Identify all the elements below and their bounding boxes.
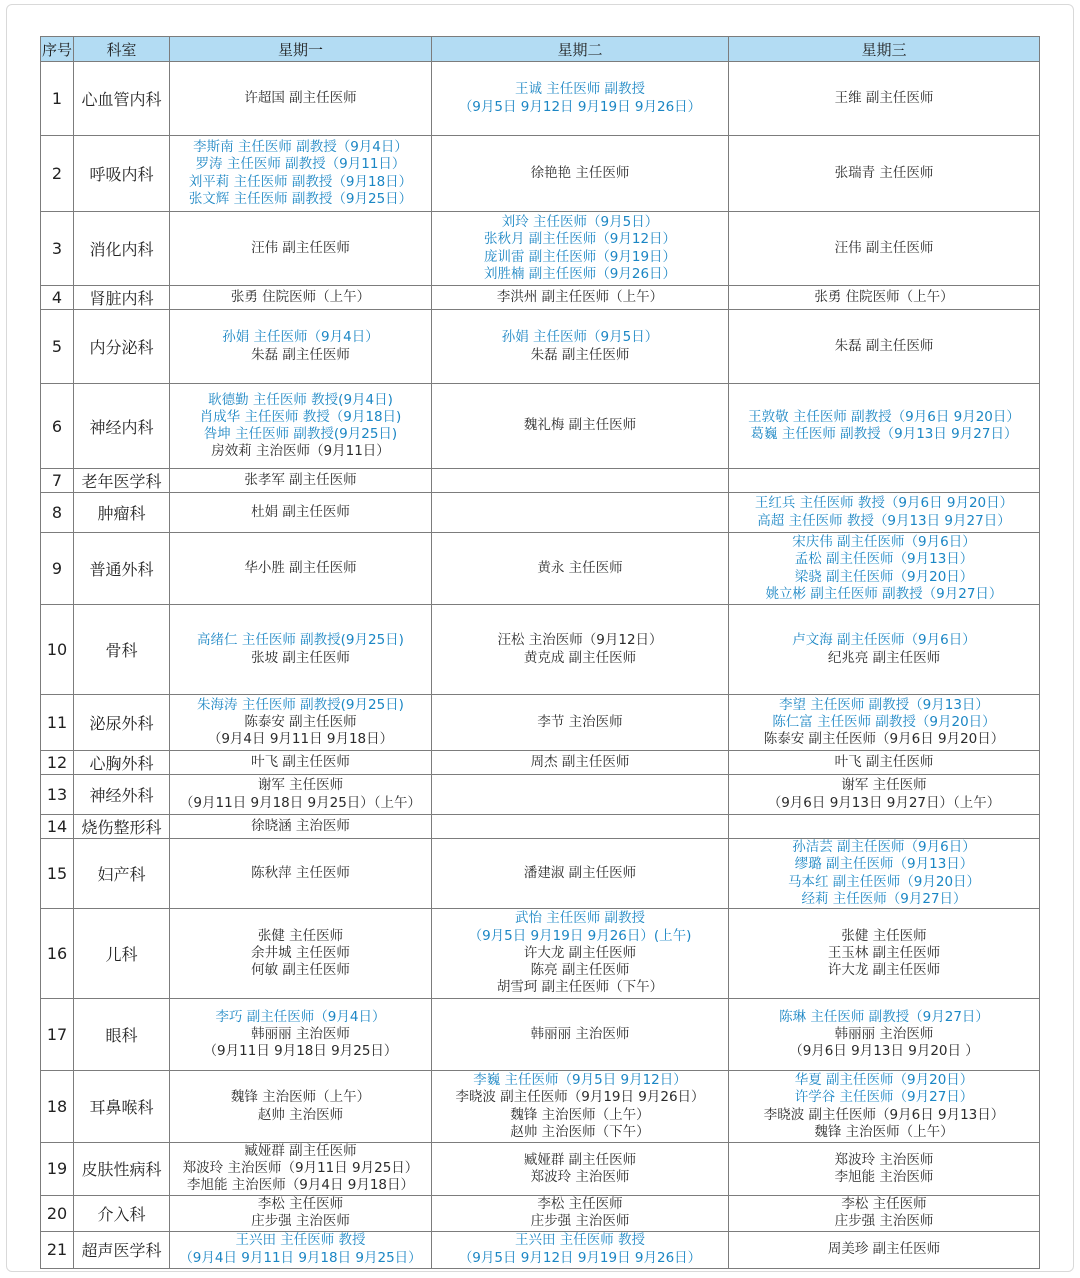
department-name: 肾脏内科 bbox=[74, 286, 170, 310]
tuesday-cell bbox=[432, 469, 729, 493]
department-name: 老年医学科 bbox=[74, 469, 170, 493]
row-number: 2 bbox=[41, 136, 74, 212]
row-number: 21 bbox=[41, 1231, 74, 1268]
monday-cell bbox=[170, 839, 432, 909]
doctor-line: 汪伟 副主任医师 bbox=[834, 239, 934, 256]
department-name: 烧伤整形科 bbox=[74, 815, 170, 839]
monday-cell bbox=[170, 1143, 432, 1196]
doctor-line: 王敦敬 主任医师 副教授（9月6日 9月20日） bbox=[748, 408, 1020, 425]
department-name: 介入科 bbox=[74, 1195, 170, 1231]
doctor-line: 魏锋 主治医师（上午） bbox=[230, 1089, 371, 1106]
department-name: 超声医学科 bbox=[74, 1231, 170, 1268]
doctor-line: 李巍 主任医师（9月5日 9月12日） bbox=[473, 1072, 687, 1089]
doctor-line: 李松 主任医师 bbox=[537, 1195, 623, 1212]
doctor-line: 许学谷 主任医师（9月27日） bbox=[794, 1089, 974, 1106]
monday-cell bbox=[170, 815, 432, 839]
department-name: 神经内科 bbox=[74, 384, 170, 469]
department-name: 泌尿外科 bbox=[74, 695, 170, 751]
doctor-line: 缪璐 副主任医师（9月13日） bbox=[794, 856, 974, 873]
table-row bbox=[41, 469, 1040, 493]
row-number: 6 bbox=[41, 384, 74, 469]
table-row bbox=[41, 136, 1040, 212]
doctor-line: 朱磊 副主任医师 bbox=[834, 337, 934, 354]
tuesday-cell bbox=[432, 751, 729, 775]
department-name: 神经外科 bbox=[74, 775, 170, 815]
table-row bbox=[41, 1231, 1040, 1268]
table-row bbox=[41, 286, 1040, 310]
wednesday-cell bbox=[729, 751, 1040, 775]
tuesday-cell bbox=[432, 493, 729, 533]
doctor-line: 李松 主任医师 bbox=[257, 1195, 344, 1212]
tuesday-cell bbox=[432, 775, 729, 815]
doctor-line: 黄克成 副主任医师 bbox=[523, 649, 637, 666]
doctor-line: 华夏 副主任医师（9月20日） bbox=[794, 1072, 974, 1089]
doctor-line: （9月6日 9月13日 9月20日 ） bbox=[789, 1043, 979, 1060]
doctor-line: 周美珍 副主任医师 bbox=[827, 1241, 941, 1257]
doctor-line: 姚立彬 副主任医师 副教授（9月27日） bbox=[765, 585, 1003, 602]
table-row bbox=[41, 212, 1040, 286]
row-number: 7 bbox=[41, 469, 74, 493]
tuesday-cell bbox=[432, 1231, 729, 1268]
doctor-line: 陈泰安 副主任医师 bbox=[244, 713, 357, 730]
department-name: 消化内科 bbox=[74, 212, 170, 286]
table-body bbox=[41, 62, 1040, 1269]
row-number: 16 bbox=[41, 909, 74, 999]
doctor-line: 庄步强 主治医师 bbox=[251, 1213, 350, 1230]
wednesday-cell bbox=[729, 212, 1040, 286]
doctor-line: 陈仁富 主任医师 副教授（9月20日） bbox=[772, 713, 996, 730]
doctor-line: 王诚 主任医师 副教授 bbox=[514, 81, 646, 98]
tuesday-cell bbox=[432, 839, 729, 909]
tuesday-cell bbox=[432, 909, 729, 999]
doctor-line: 王维 副主任医师 bbox=[834, 89, 934, 106]
table-row bbox=[41, 310, 1040, 384]
row-number: 8 bbox=[41, 493, 74, 533]
wednesday-cell bbox=[729, 469, 1040, 493]
row-number: 1 bbox=[41, 62, 74, 136]
doctor-line: 纪兆亮 副主任医师 bbox=[827, 649, 941, 666]
doctor-line: 刘平莉 主任医师 副教授（9月18日） bbox=[188, 173, 413, 190]
table-row bbox=[41, 775, 1040, 815]
monday-cell bbox=[170, 695, 432, 751]
table-row bbox=[41, 815, 1040, 839]
doctor-line: 郑波玲 主治医师 bbox=[530, 1168, 630, 1185]
doctor-line: （9月4日 9月11日 9月18日 9月25日） bbox=[179, 1249, 422, 1266]
doctor-line: 郑波玲 主治医师（9月11日 9月25日） bbox=[182, 1160, 419, 1177]
doctor-line: 陈琳 主任医师 副教授（9月27日） bbox=[779, 1008, 989, 1025]
doctor-line: 王红兵 主任医师 教授（9月6日 9月20日） bbox=[754, 495, 1014, 512]
table-row bbox=[41, 493, 1040, 533]
doctor-line: 臧娅群 副主任医师 bbox=[244, 1143, 357, 1159]
doctor-line: 韩丽丽 主治医师 bbox=[251, 1025, 350, 1042]
doctor-line: 咎坤 主任医师 副教授(9月25日) bbox=[203, 426, 398, 442]
monday-cell bbox=[170, 384, 432, 469]
doctor-line: 王兴田 主任医师 教授 bbox=[514, 1232, 646, 1249]
doctor-line: 刘胜楠 副主任医师（9月26日） bbox=[483, 265, 677, 282]
header-wednesday: 星期三 bbox=[729, 37, 1040, 62]
department-name: 妇产科 bbox=[74, 839, 170, 909]
table-header-row bbox=[41, 37, 1040, 62]
department-name: 耳鼻喉科 bbox=[74, 1071, 170, 1143]
wednesday-cell bbox=[729, 1071, 1040, 1143]
department-name: 普通外科 bbox=[74, 533, 170, 605]
header-dept: 科室 bbox=[74, 37, 170, 62]
wednesday-cell bbox=[729, 286, 1040, 310]
row-number: 12 bbox=[41, 751, 74, 775]
doctor-line: 张孝军 副主任医师 bbox=[244, 471, 357, 488]
table-row bbox=[41, 533, 1040, 605]
doctor-line: 耿德勤 主任医师 教授(9月4日) bbox=[208, 391, 393, 408]
monday-cell bbox=[170, 62, 432, 136]
table-row bbox=[41, 384, 1040, 469]
doctor-line: 梁骁 副主任医师（9月20日） bbox=[794, 568, 974, 585]
wednesday-cell bbox=[729, 839, 1040, 909]
doctor-line: 孟松 副主任医师（9月13日） bbox=[794, 551, 974, 568]
monday-cell bbox=[170, 1195, 432, 1231]
monday-cell bbox=[170, 286, 432, 310]
row-number: 13 bbox=[41, 775, 74, 815]
doctor-line: 韩丽丽 主治医师 bbox=[530, 1025, 630, 1042]
table-row bbox=[41, 751, 1040, 775]
doctor-line: 魏锋 主治医师（上午） bbox=[814, 1123, 954, 1140]
doctor-line: 张健 主任医师 bbox=[257, 927, 344, 944]
monday-cell bbox=[170, 469, 432, 493]
doctor-line: 魏礼梅 副主任医师 bbox=[523, 417, 637, 434]
monday-cell bbox=[170, 212, 432, 286]
monday-cell bbox=[170, 493, 432, 533]
doctor-line: 李旭能 主治医师（9月4日 9月18日） bbox=[186, 1177, 415, 1194]
wednesday-cell bbox=[729, 815, 1040, 839]
doctor-line: 朱磊 副主任医师 bbox=[251, 346, 350, 363]
schedule-table bbox=[40, 36, 1040, 1269]
row-number: 10 bbox=[41, 605, 74, 695]
doctor-line: 徐艳艳 主任医师 bbox=[530, 164, 630, 181]
monday-cell bbox=[170, 1231, 432, 1268]
tuesday-cell bbox=[432, 605, 729, 695]
doctor-line: 武怡 主任医师 副教授 bbox=[514, 910, 646, 927]
tuesday-cell bbox=[432, 310, 729, 384]
monday-cell bbox=[170, 533, 432, 605]
doctor-line: 郑波玲 主治医师 bbox=[834, 1151, 934, 1168]
department-name: 儿科 bbox=[74, 909, 170, 999]
doctor-line: 徐晓涵 主治医师 bbox=[251, 817, 350, 834]
doctor-line: 张秋月 副主任医师（9月12日） bbox=[483, 231, 677, 248]
doctor-line: 庞训雷 副主任医师（9月19日） bbox=[483, 248, 677, 265]
row-number: 20 bbox=[41, 1195, 74, 1231]
row-number: 4 bbox=[41, 286, 74, 310]
doctor-line: 黄永 主任医师 bbox=[537, 559, 623, 576]
table-row bbox=[41, 1071, 1040, 1143]
doctor-line: 谢军 主任医师 bbox=[841, 777, 927, 794]
doctor-line: （9月5日 9月12日 9月19日 9月26日） bbox=[458, 1249, 702, 1266]
doctor-line: 汪松 主治医师（9月12日） bbox=[497, 632, 663, 649]
doctor-line: 赵帅 主治医师（下午） bbox=[510, 1123, 650, 1140]
doctor-line: 葛巍 主任医师 副教授（9月13日 9月27日） bbox=[750, 426, 1018, 442]
tuesday-cell bbox=[432, 1143, 729, 1196]
doctor-line: 胡雪珂 副主任医师（下午） bbox=[496, 979, 664, 996]
doctor-line: 赵帅 主治医师 bbox=[257, 1106, 344, 1123]
doctor-line: 马本红 副主任医师（9月20日） bbox=[787, 873, 981, 890]
doctor-line: 余井城 主任医师 bbox=[251, 944, 350, 961]
doctor-line: 庄步强 主治医师 bbox=[834, 1213, 934, 1230]
wednesday-cell bbox=[729, 1143, 1040, 1196]
row-number: 19 bbox=[41, 1143, 74, 1196]
department-name: 心胸外科 bbox=[74, 751, 170, 775]
row-number: 15 bbox=[41, 839, 74, 909]
doctor-line: 李旭能 主治医师 bbox=[834, 1168, 934, 1185]
monday-cell bbox=[170, 310, 432, 384]
doctor-line: 卢文海 副主任医师（9月6日） bbox=[792, 632, 976, 649]
table-row bbox=[41, 605, 1040, 695]
doctor-line: 经莉 主任医师（9月27日） bbox=[801, 890, 967, 907]
header-no: 序号 bbox=[41, 37, 74, 62]
doctor-line: 孙娟 主任医师（9月4日） bbox=[222, 329, 379, 346]
doctor-line: （9月5日 9月19日 9月26日）(上午) bbox=[468, 927, 692, 944]
doctor-line: 韩丽丽 主治医师 bbox=[834, 1025, 934, 1042]
doctor-line: 潘建淑 副主任医师 bbox=[523, 864, 637, 881]
doctor-line: 许超国 副主任医师 bbox=[244, 89, 357, 106]
table-row bbox=[41, 999, 1040, 1071]
monday-cell bbox=[170, 775, 432, 815]
department-name: 内分泌科 bbox=[74, 310, 170, 384]
wednesday-cell bbox=[729, 384, 1040, 469]
doctor-line: （9月11日 9月18日 9月25日）（上午） bbox=[179, 794, 422, 811]
wednesday-cell bbox=[729, 62, 1040, 136]
doctor-line: 李巧 副主任医师（9月4日） bbox=[215, 1008, 386, 1025]
table-row bbox=[41, 839, 1040, 909]
doctor-line: 肖成华 主任医师 教授（9月18日) bbox=[199, 408, 402, 425]
row-number: 3 bbox=[41, 212, 74, 286]
doctor-line: 华小胜 副主任医师 bbox=[244, 559, 357, 576]
doctor-line: 许大龙 副主任医师 bbox=[523, 944, 637, 961]
tuesday-cell bbox=[432, 212, 729, 286]
tuesday-cell bbox=[432, 815, 729, 839]
monday-cell bbox=[170, 136, 432, 212]
doctor-line: 陈秋萍 主任医师 bbox=[251, 864, 350, 881]
tuesday-cell bbox=[432, 1195, 729, 1231]
table-row bbox=[41, 695, 1040, 751]
doctor-line: 刘玲 主任医师（9月5日） bbox=[501, 214, 659, 231]
header-tuesday: 星期二 bbox=[432, 37, 729, 62]
tuesday-cell bbox=[432, 1071, 729, 1143]
tuesday-cell bbox=[432, 384, 729, 469]
doctor-line: 宋庆伟 副主任医师（9月6日） bbox=[792, 534, 976, 551]
doctor-line: 李斯南 主任医师 副教授（9月4日） bbox=[193, 139, 408, 156]
wednesday-cell bbox=[729, 1195, 1040, 1231]
tuesday-cell bbox=[432, 533, 729, 605]
doctor-line: （9月5日 9月12日 9月19日 9月26日） bbox=[458, 98, 702, 115]
header-monday: 星期一 bbox=[170, 37, 432, 62]
doctor-line: 陈亮 副主任医师 bbox=[530, 962, 630, 979]
doctor-line: 王兴田 主任医师 教授 bbox=[235, 1232, 366, 1249]
doctor-line: 罗涛 主任医师 副教授（9月11日） bbox=[195, 156, 406, 173]
doctor-line: 张健 主任医师 bbox=[841, 927, 927, 944]
doctor-line: （9月6日 9月13日 9月27日）（上午） bbox=[767, 794, 1001, 811]
wednesday-cell bbox=[729, 909, 1040, 999]
row-number: 9 bbox=[41, 533, 74, 605]
monday-cell bbox=[170, 909, 432, 999]
table-row bbox=[41, 62, 1040, 136]
doctor-line: 李晓波 副主任医师（9月6日 9月13日） bbox=[763, 1106, 1005, 1123]
doctor-line: 杜娟 副主任医师 bbox=[251, 503, 350, 520]
department-name: 眼科 bbox=[74, 999, 170, 1071]
department-name: 心血管内科 bbox=[74, 62, 170, 136]
wednesday-cell bbox=[729, 136, 1040, 212]
doctor-line: 周杰 副主任医师 bbox=[530, 753, 630, 770]
department-name: 肿瘤科 bbox=[74, 493, 170, 533]
wednesday-cell bbox=[729, 493, 1040, 533]
wednesday-cell bbox=[729, 775, 1040, 815]
monday-cell bbox=[170, 999, 432, 1071]
row-number: 11 bbox=[41, 695, 74, 751]
department-name: 皮肤性病科 bbox=[74, 1143, 170, 1196]
wednesday-cell bbox=[729, 999, 1040, 1071]
doctor-line: （9月11日 9月18日 9月25日） bbox=[203, 1043, 398, 1060]
doctor-line: 孙洁芸 副主任医师（9月6日） bbox=[792, 839, 976, 856]
table-row bbox=[41, 909, 1040, 999]
doctor-line: 孙娟 主任医师（9月5日） bbox=[501, 329, 659, 346]
doctor-line: 李节 主治医师 bbox=[537, 713, 623, 730]
doctor-line: 李洪州 副主任医师（上午） bbox=[496, 288, 664, 305]
tuesday-cell bbox=[432, 286, 729, 310]
department-name: 骨科 bbox=[74, 605, 170, 695]
row-number: 14 bbox=[41, 815, 74, 839]
doctor-line: 张坡 副主任医师 bbox=[251, 649, 350, 666]
doctor-line: 李望 主任医师 副教授（9月13日） bbox=[779, 696, 989, 713]
doctor-line: （9月4日 9月11日 9月18日） bbox=[207, 731, 394, 748]
doctor-line: 叶飞 副主任医师 bbox=[834, 753, 934, 770]
doctor-line: 庄步强 主治医师 bbox=[530, 1213, 630, 1230]
doctor-line: 张文辉 主任医师 副教授（9月25日） bbox=[188, 190, 413, 207]
doctor-line: 谢军 主任医师 bbox=[257, 777, 344, 794]
wednesday-cell bbox=[729, 533, 1040, 605]
doctor-line: 魏锋 主治医师（上午） bbox=[510, 1106, 650, 1123]
row-number: 5 bbox=[41, 310, 74, 384]
monday-cell bbox=[170, 751, 432, 775]
tuesday-cell bbox=[432, 999, 729, 1071]
doctor-line: 房效莉 主治医师（9月11日） bbox=[211, 443, 390, 460]
doctor-line: 李松 主任医师 bbox=[841, 1195, 927, 1212]
monday-cell bbox=[170, 1071, 432, 1143]
tuesday-cell bbox=[432, 62, 729, 136]
row-number: 17 bbox=[41, 999, 74, 1071]
doctor-line: 许大龙 副主任医师 bbox=[827, 962, 941, 979]
wednesday-cell bbox=[729, 1231, 1040, 1268]
doctor-line: 叶飞 副主任医师 bbox=[251, 753, 350, 770]
wednesday-cell bbox=[729, 695, 1040, 751]
doctor-line: 王玉林 副主任医师 bbox=[827, 944, 941, 961]
tuesday-cell bbox=[432, 695, 729, 751]
table-row bbox=[41, 1195, 1040, 1231]
doctor-line: 高超 主任医师 教授（9月13日 9月27日） bbox=[757, 512, 1011, 529]
doctor-line: 朱磊 副主任医师 bbox=[530, 346, 630, 363]
doctor-line: 高绪仁 主任医师 副教授(9月25日) bbox=[197, 632, 404, 649]
monday-cell bbox=[170, 605, 432, 695]
doctor-line: 臧娅群 副主任医师 bbox=[523, 1151, 637, 1168]
table-row bbox=[41, 1143, 1040, 1196]
doctor-line: 何敏 副主任医师 bbox=[251, 962, 350, 979]
doctor-line: 张勇 住院医师（上午） bbox=[814, 288, 954, 305]
tuesday-cell bbox=[432, 136, 729, 212]
department-name: 呼吸内科 bbox=[74, 136, 170, 212]
wednesday-cell bbox=[729, 310, 1040, 384]
doctor-line: 汪伟 副主任医师 bbox=[251, 239, 350, 256]
doctor-line: 李晓波 副主任医师（9月19日 9月26日） bbox=[455, 1089, 705, 1106]
doctor-line: 朱海涛 主任医师 副教授(9月25日) bbox=[197, 696, 404, 713]
wednesday-cell bbox=[729, 605, 1040, 695]
doctor-line: 陈泰安 副主任医师（9月6日 9月20日） bbox=[763, 731, 1005, 748]
doctor-line: 张瑞青 主任医师 bbox=[834, 164, 934, 181]
doctor-line: 张勇 住院医师（上午） bbox=[230, 288, 371, 305]
row-number: 18 bbox=[41, 1071, 74, 1143]
